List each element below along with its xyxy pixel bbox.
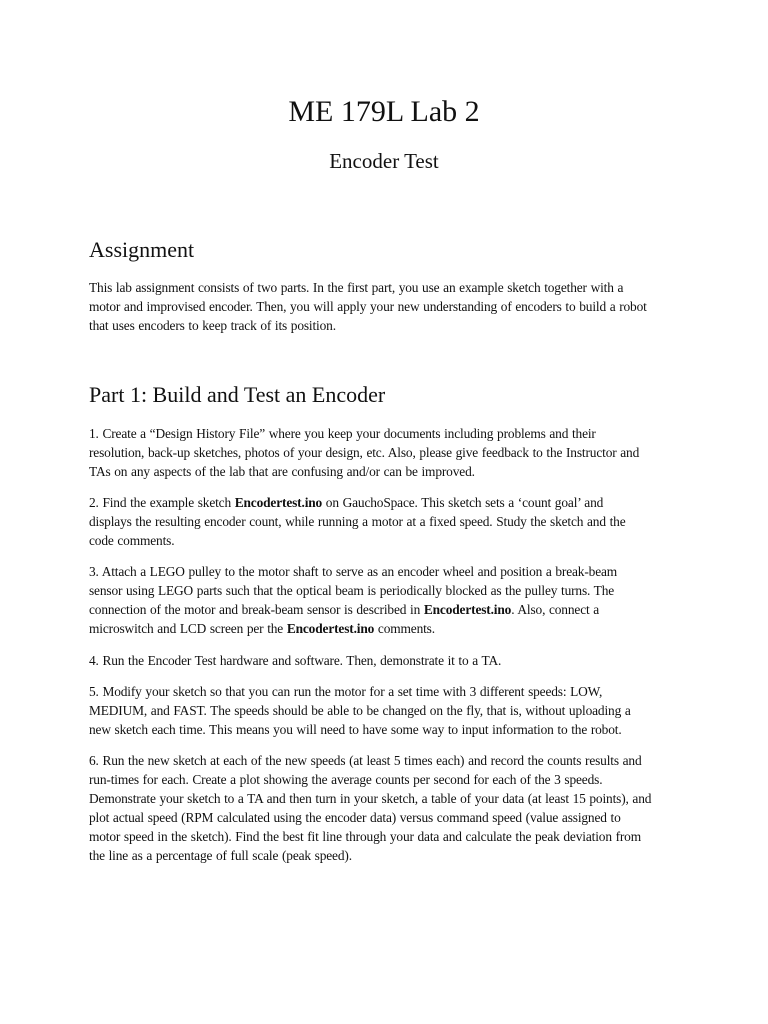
assignment-paragraph [89,278,681,335]
item4-line-1: 4. Run the Encoder Test hardware and software. Then, demonstrate it to a TA. [89,653,502,668]
item2-line-1-pre: 2. Find the example sketch [89,495,235,510]
item5-line-2: MEDIUM, and FAST. The speeds should be able to be changed on the fly, that is, without uploading a [89,703,631,718]
item6-line-6: the line as a percentage of full scale (peak speed). [89,848,352,863]
part1-item-3 [89,562,681,638]
item2-line-3: code comments. [89,533,175,548]
part1-item-1 [89,424,681,481]
assignment-line-3: that uses encoders to keep track of its position. [89,318,336,333]
item3-line-4-pre: microswitch and LCD screen per the [89,621,287,636]
document-subtitle: Encoder Test [329,149,439,173]
item3-line-4-post: comments. [374,621,435,636]
item2-line-2: displays the resulting encoder count, while running a motor at a fixed speed. Study the sketch and the [89,514,626,529]
item1-line-2: resolution, back-up sketches, photos of your design, etc. Also, please give feedback to the Instructor and [89,445,640,460]
item5-line-1: 5. Modify your sketch so that you can run the motor for a set time with 3 different speeds: LOW, [89,684,603,699]
item1-line-3: TAs on any aspects of the lab that are confusing and/or can be improved. [89,464,475,479]
item3-line-3-pre: connection of the motor and break-beam sensor is described in [89,602,424,617]
item3-line-1: 3. Attach a LEGO pulley to the motor shaft to serve as an encoder wheel and position a break-beam [89,564,618,579]
part1-heading: Part 1: Build and Test an Encoder [89,382,386,407]
part1-item-2 [89,493,681,550]
part1-item-4 [89,651,681,670]
item6-line-2: run-times for each. Create a plot showing the average counts per second for each of the 3 speeds. [89,772,603,787]
assignment-heading: Assignment [89,237,195,262]
item6-line-3: Demonstrate your sketch to a TA and then turn in your sketch, a table of your data (at least 15 points), and [89,791,652,806]
item5-line-3: new sketch each time. This means you will need to have some way to input information to the robot. [89,722,622,737]
item2-line-1 [89,493,681,512]
item3-line-2: sensor using LEGO parts such that the optical beam is periodically blocked as the pulley turns. The [89,583,615,598]
sketch-filename: Encodertest.ino [234,495,323,510]
sketch-filename: Encodertest.ino [423,602,512,617]
document-title: ME 179L Lab 2 [288,95,480,128]
sketch-filename: Encodertest.ino [286,621,375,636]
item3-line-3 [89,600,681,619]
item6-line-4: plot actual speed (RPM calculated using the encoder data) versus command speed (value assigned to [89,810,621,825]
item6-line-1: 6. Run the new sketch at each of the new speeds (at least 5 times each) and record the counts results and [89,753,642,768]
item3-line-3-post: . Also, connect a [511,602,600,617]
assignment-line-1: This lab assignment consists of two parts. In the first part, you use an example sketch together with a [89,280,624,295]
assignment-line-2: motor and improvised encoder. Then, you will apply your new understanding of encoders to build a robot [89,299,647,314]
part1-item-6 [89,751,681,865]
item2-line-1-post: on GauchoSpace. This sketch sets a ‘count goal’ and [322,495,604,510]
item3-line-4 [89,619,681,638]
item6-line-5: motor speed in the sketch). Find the best fit line through your data and calculate the peak deviation from [89,829,641,844]
item1-line-1: 1. Create a “Design History File” where you keep your documents including problems and their [89,426,596,441]
part1-item-5 [89,682,681,739]
